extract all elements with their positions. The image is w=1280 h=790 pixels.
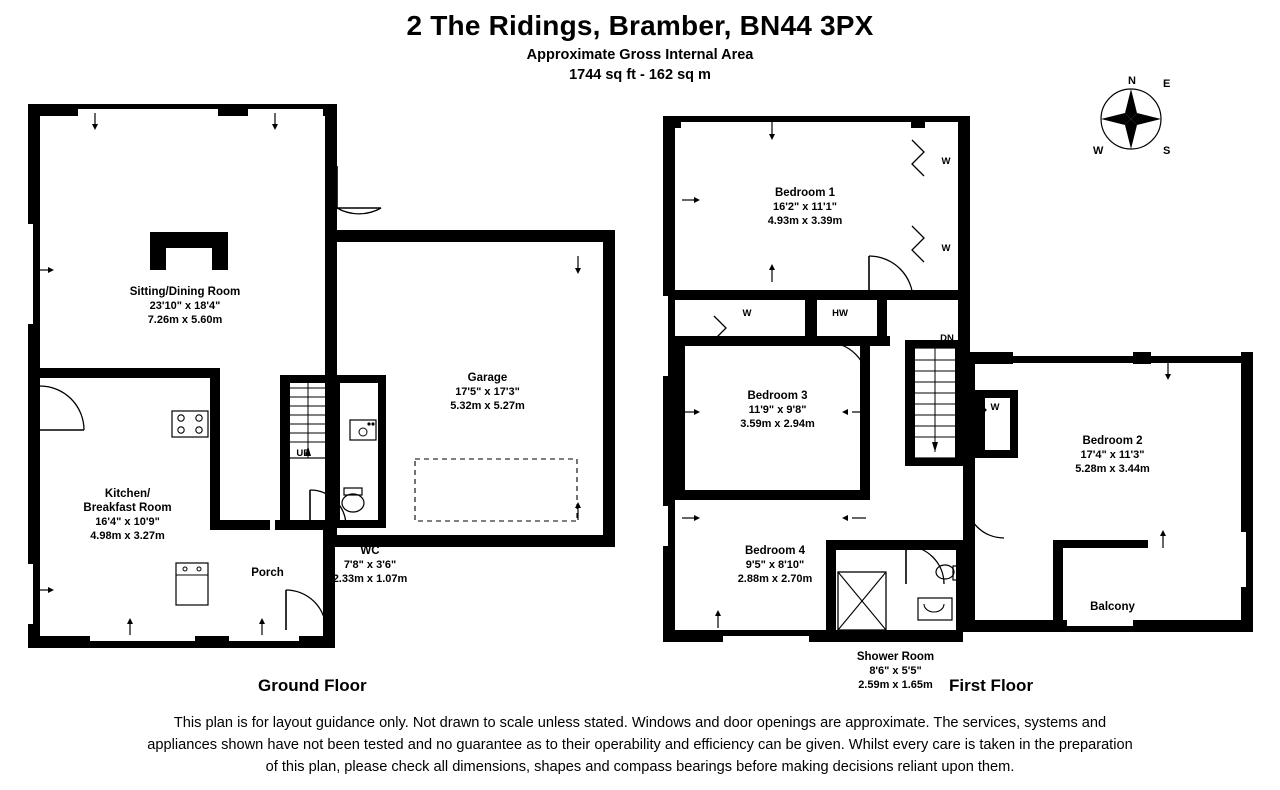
room-label-bedroom-2: Bedroom 2 17'4" x 11'3" 5.28m x 3.44m bbox=[1075, 435, 1150, 475]
room-label-balcony: Balcony bbox=[1090, 601, 1135, 613]
page-title: 2 The Ridings, Bramber, BN44 3PX bbox=[406, 10, 874, 41]
compass-west: W bbox=[1093, 145, 1104, 157]
disclaimer-text bbox=[40, 712, 1240, 778]
wardrobe-label-2: W bbox=[941, 243, 951, 254]
room-label-shower-room: Shower Room 8'6" x 5'5" 2.59m x 1.65m bbox=[856, 651, 935, 691]
ground-floor-title: Ground Floor bbox=[258, 676, 367, 695]
room-label-bedroom-1: Bedroom 1 16'2" x 11'1" 4.93m x 3.39m bbox=[767, 187, 843, 227]
room-label-bedroom-3: Bedroom 3 11'9" x 9'8" 3.59m x 2.94m bbox=[740, 390, 815, 430]
area-label: Approximate Gross Internal Area bbox=[526, 47, 754, 63]
compass-south: S bbox=[1163, 145, 1171, 157]
first-floor-title: First Floor bbox=[949, 676, 1034, 695]
compass-east: E bbox=[1163, 78, 1171, 90]
stairs-down-label: DN bbox=[940, 333, 954, 344]
area-value: 1744 sq ft - 162 sq m bbox=[569, 67, 711, 83]
disclaimer-line-3: of this plan, please check all dimensions, shapes and compass bearings before making decisions reliant upon them. bbox=[265, 759, 1015, 775]
disclaimer-line-1: This plan is for layout guidance only. Not drawn to scale unless stated. Windows and door openings are approximate. The services, systems and bbox=[173, 715, 1107, 731]
wardrobe-label-4: W bbox=[990, 402, 1000, 413]
room-label-wc: WC 7'8" x 3'6" 2.33m x 1.07m bbox=[332, 545, 408, 585]
wardrobe-label-3: W bbox=[742, 308, 752, 319]
room-label-garage: Garage 17'5" x 17'3" 5.32m x 5.27m bbox=[450, 372, 525, 412]
room-label-sitting-dining: Sitting/Dining Room 23'10" x 18'4" 7.26m x 5.60m bbox=[129, 286, 241, 326]
wardrobe-label-1: W bbox=[941, 156, 951, 167]
room-label-porch: Porch bbox=[251, 567, 284, 579]
room-label-bedroom-4: Bedroom 4 9'5" x 8'10" 2.88m x 2.70m bbox=[737, 545, 813, 585]
hot-water-label: HW bbox=[832, 308, 848, 319]
stairs-up-label: UP bbox=[296, 448, 310, 459]
compass-north: N bbox=[1128, 75, 1136, 87]
room-label-kitchen-breakfast: Kitchen/ Breakfast Room 16'4" x 10'9" 4.98m x 3.27m bbox=[83, 488, 172, 542]
disclaimer-line-2: appliances shown have not been tested and no guarantee as to their operability and efficiency can be given. Whilst every care is taken in the preparation bbox=[147, 737, 1133, 753]
